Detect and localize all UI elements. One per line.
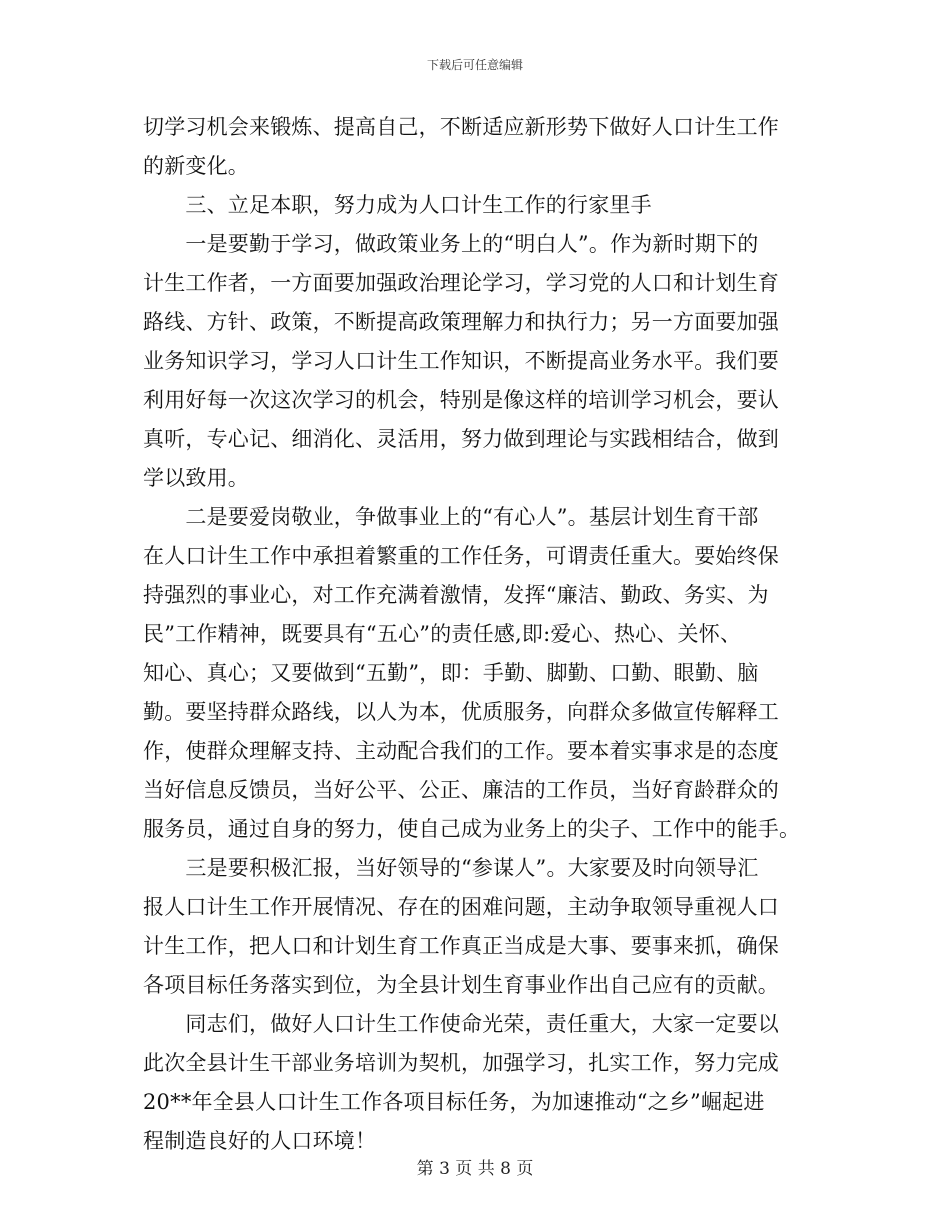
text-line: 20**年全县人口计生工作各项目标任务，为加速推动“之乡”崛起进 [143,1090,765,1114]
text-line: 勤。要坚持群众路线，以人为本，优质服务，向群众多做宣传解释工 [143,700,779,724]
text-line: 业务知识学习，学习人口计生工作知识，不断提高业务水平。我们要 [143,349,779,373]
text-line: 程制造良好的人口环境！ [143,1129,377,1153]
text-line: 路线、方针、政策，不断提高政策理解力和执行力；另一方面要加强 [143,310,779,334]
text-line: 计生工作者，一方面要加强政治理论学习，学习党的人口和计划生育 [143,271,779,295]
text-line: 报人口计生工作开展情况、存在的困难问题，主动争取领导重视人口 [143,895,779,919]
page-number: 第 3 页 共 8 页 [416,1159,534,1179]
text-line: 一是要勤于学习，做政策业务上的“明白人”。作为新时期下的 [143,232,759,256]
text-line: 在人口计生工作中承担着繁重的工作任务，可谓责任重大。要始终保 [143,544,779,568]
text-line: 真听，专心记、细消化、灵活用，努力做到理论与实践相结合，做到 [143,427,779,451]
text-line: 学以致用。 [143,466,249,490]
text-line: 的新变化。 [143,154,249,178]
text-line: 三是要积极汇报，当好领导的“参谋人”。大家要及时向领导汇 [143,856,759,880]
text-line: 作，使群众理解支持、主动配合我们的工作。要本着实事求是的态度 [143,739,779,763]
text-line: 此次全县计生干部业务培训为契机，加强学习，扎实工作，努力完成 [143,1051,779,1075]
text-line: 当好信息反馈员，当好公平、公正、廉洁的工作员，当好育龄群众的 [143,778,779,802]
text-line: 知心、真心；又要做到“五勤”，即：手勤、脚勤、口勤、眼勤、脑 [143,661,759,685]
text-line: 持强烈的事业心，对工作充满着激情，发挥“廉洁、勤政、务实、为 [143,583,769,607]
section-heading: 三、立足本职，努力成为人口计生工作的行家里手 [143,193,652,217]
text-line: 计生工作，把人口和计划生育工作真正当成是大事、要事来抓，确保 [143,934,779,958]
text-line: 同志们，做好人口计生工作使命光荣，责任重大，大家一定要以 [143,1012,779,1036]
text-line: 二是要爱岗敬业，争做事业上的“有心人”。基层计划生育干部 [143,505,759,529]
text-line: 各项目标任务落实到位，为全县计划生育事业作出自己应有的贡献。 [143,973,779,997]
document-body [143,108,808,1161]
page-header: 下载后可任意编辑 [426,58,523,72]
text-line: 切学习机会来锻炼、提高自己，不断适应新形势下做好人口计生工作 [143,115,779,139]
text-line: 服务员，通过自身的努力，使自己成为业务上的尖子、工作中的能手。 [143,817,801,841]
text-line: 民”工作精神，既要具有“五心”的责任感,即:爱心、热心、关怀、 [143,622,742,646]
text-line: 利用好每一次这次学习的机会，特别是像这样的培训学习机会，要认 [143,388,779,412]
